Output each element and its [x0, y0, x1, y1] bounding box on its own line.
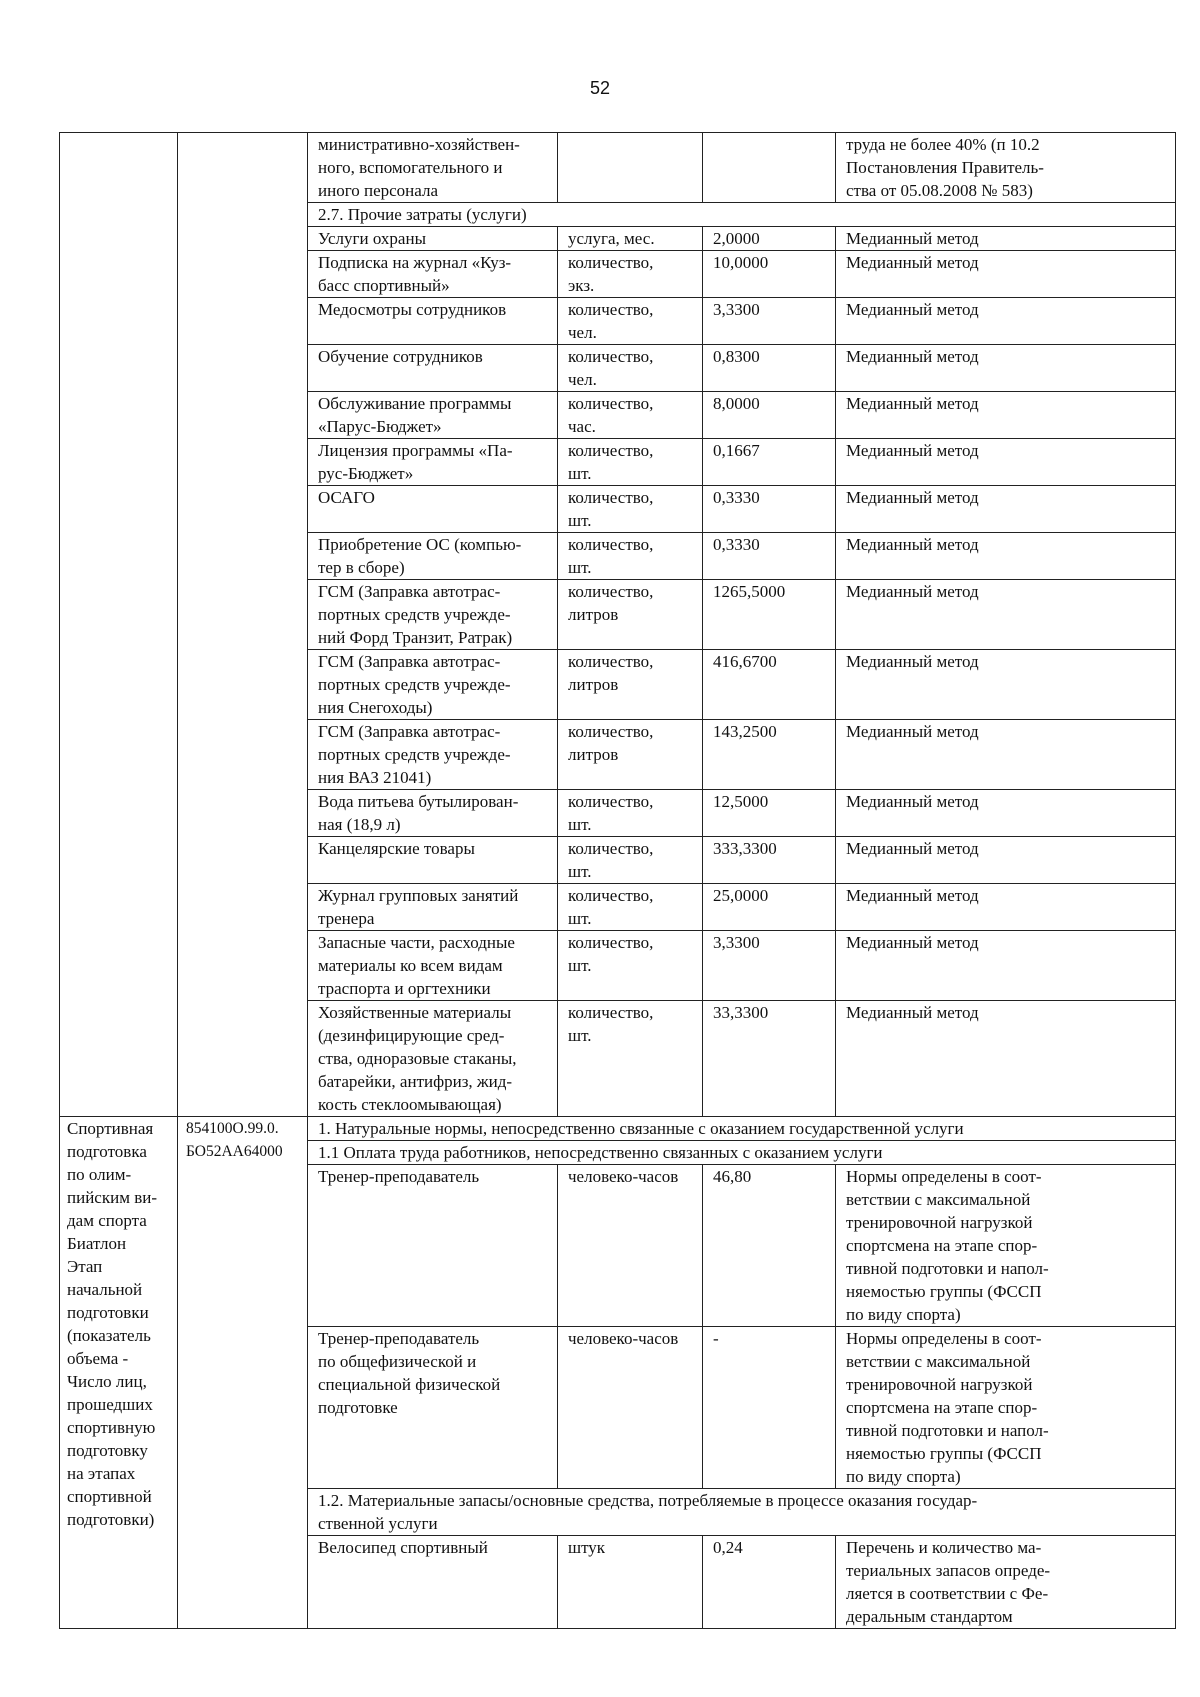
- row-unit: количество, шт.: [558, 1001, 703, 1117]
- row-method: Медианный метод: [836, 720, 1176, 790]
- empty-code-cell: [178, 133, 308, 1117]
- row-name: Услуги охраны: [308, 227, 558, 251]
- row-unit: количество, шт.: [558, 533, 703, 580]
- row-value: 0,8300: [703, 345, 836, 392]
- row-name: Вода питьева бутылирован- ная (18,9 л): [308, 790, 558, 837]
- row-unit: количество, литров: [558, 720, 703, 790]
- row-value: [703, 133, 836, 203]
- row-value: 10,0000: [703, 251, 836, 298]
- row-name: Приобретение ОС (компью- тер в сборе): [308, 533, 558, 580]
- row-unit: человеко-часов: [558, 1165, 703, 1327]
- row-name: Медосмотры сотрудников: [308, 298, 558, 345]
- row-unit: человеко-часов: [558, 1327, 703, 1489]
- section-header: 1. Натуральные нормы, непосредственно связанные с оказанием государственной услуги: [308, 1117, 1176, 1141]
- row-method: Медианный метод: [836, 931, 1176, 1001]
- row-value: 25,0000: [703, 884, 836, 931]
- row-value: 143,2500: [703, 720, 836, 790]
- page-number: 52: [589, 78, 611, 98]
- row-method: Перечень и количество ма- териальных запасов опреде- ляется в соответствии с Фе- деральным стандартом: [836, 1536, 1176, 1629]
- service-name: Спортивная подготовка по олим- пийским ви- дам спорта Биатлон Этап начальной подготовки (показатель объема - Число лиц, прошедших спортивную подготовку на этапах спортивной подготовки): [60, 1117, 178, 1629]
- row-method: Медианный метод: [836, 580, 1176, 650]
- row-name: министративно-хозяйствен- ного, вспомогательного и иного персонала: [308, 133, 558, 203]
- row-unit: количество, литров: [558, 580, 703, 650]
- row-unit: количество, шт.: [558, 931, 703, 1001]
- norms-table: [59, 132, 1176, 1629]
- row-name: ОСАГО: [308, 486, 558, 533]
- row-method: Медианный метод: [836, 1001, 1176, 1117]
- empty-service-cell: [60, 133, 178, 1117]
- row-value: 2,0000: [703, 227, 836, 251]
- row-unit: количество, шт.: [558, 837, 703, 884]
- row-unit: количество, шт.: [558, 486, 703, 533]
- row-method: труда не более 40% (п 10.2 Постановления Правитель- ства от 05.08.2008 № 583): [836, 133, 1176, 203]
- row-value: 0,1667: [703, 439, 836, 486]
- section-header-row: [60, 1117, 1176, 1141]
- section-header: 1.2. Материальные запасы/основные средства, потребляемые в процессе оказания государ- ственной услуги: [308, 1489, 1176, 1536]
- row-unit: количество, шт.: [558, 439, 703, 486]
- row-unit: количество, чел.: [558, 298, 703, 345]
- row-method: Медианный метод: [836, 439, 1176, 486]
- row-unit: количество, шт.: [558, 790, 703, 837]
- row-method: Медианный метод: [836, 790, 1176, 837]
- row-value: 0,24: [703, 1536, 836, 1629]
- row-value: 3,3300: [703, 298, 836, 345]
- row-method: Медианный метод: [836, 486, 1176, 533]
- row-name: Журнал групповых занятий тренера: [308, 884, 558, 931]
- row-method: Медианный метод: [836, 227, 1176, 251]
- row-unit: штук: [558, 1536, 703, 1629]
- row-unit: количество, литров: [558, 650, 703, 720]
- row-unit: количество, шт.: [558, 884, 703, 931]
- row-value: -: [703, 1327, 836, 1489]
- row-method: Медианный метод: [836, 533, 1176, 580]
- row-name: Подписка на журнал «Куз- басс спортивный»: [308, 251, 558, 298]
- row-unit: количество, экз.: [558, 251, 703, 298]
- row-name: ГСМ (Заправка автотрас- портных средств учрежде- ний Форд Транзит, Ратрак): [308, 580, 558, 650]
- section-header: 1.1 Оплата труда работников, непосредственно связанных с оказанием услуги: [308, 1141, 1176, 1165]
- row-name: Обслуживание программы «Парус-Бюджет»: [308, 392, 558, 439]
- row-value: 333,3300: [703, 837, 836, 884]
- row-unit: услуга, мес.: [558, 227, 703, 251]
- row-value: 12,5000: [703, 790, 836, 837]
- row-method: Медианный метод: [836, 650, 1176, 720]
- row-value: 46,80: [703, 1165, 836, 1327]
- row-name: Канцелярские товары: [308, 837, 558, 884]
- row-value: 3,3300: [703, 931, 836, 1001]
- row-name: Хозяйственные материалы (дезинфицирующие сред- ства, одноразовые стаканы, батарейки, антифриз, жид- кость стеклоомывающая): [308, 1001, 558, 1117]
- row-method: Медианный метод: [836, 884, 1176, 931]
- row-name: Запасные части, расходные материалы ко всем видам траспорта и оргтехники: [308, 931, 558, 1001]
- row-name: Тренер-преподаватель: [308, 1165, 558, 1327]
- row-value: 0,3330: [703, 486, 836, 533]
- row-method: Нормы определены в соот- ветствии с максимальной тренировочной нагрузкой спортсмена на этапе спор- тивной подготовки и напол- няемостью группы (ФССП по виду спорта): [836, 1327, 1176, 1489]
- row-value: 0,3330: [703, 533, 836, 580]
- table-row: [60, 133, 1176, 203]
- row-name: Обучение сотрудников: [308, 345, 558, 392]
- service-code: 854100О.99.0. БО52АА64000: [178, 1117, 308, 1629]
- row-unit: количество, час.: [558, 392, 703, 439]
- row-unit: количество, чел.: [558, 345, 703, 392]
- row-method: Медианный метод: [836, 345, 1176, 392]
- row-method: Медианный метод: [836, 392, 1176, 439]
- row-method: Медианный метод: [836, 251, 1176, 298]
- row-name: Велосипед спортивный: [308, 1536, 558, 1629]
- row-unit: [558, 133, 703, 203]
- section-header: 2.7. Прочие затраты (услуги): [308, 203, 1176, 227]
- row-value: 1265,5000: [703, 580, 836, 650]
- row-value: 8,0000: [703, 392, 836, 439]
- row-method: Нормы определены в соот- ветствии с максимальной тренировочной нагрузкой спортсмена на этапе спор- тивной подготовки и напол- няемостью группы (ФССП по виду спорта): [836, 1165, 1176, 1327]
- row-name: ГСМ (Заправка автотрас- портных средств учрежде- ния Снегоходы): [308, 650, 558, 720]
- row-value: 33,3300: [703, 1001, 836, 1117]
- row-method: Медианный метод: [836, 837, 1176, 884]
- row-method: Медианный метод: [836, 298, 1176, 345]
- row-name: ГСМ (Заправка автотрас- портных средств учрежде- ния ВАЗ 21041): [308, 720, 558, 790]
- row-value: 416,6700: [703, 650, 836, 720]
- row-name: Тренер-преподаватель по общефизической и специальной физической подготовке: [308, 1327, 558, 1489]
- row-name: Лицензия программы «Па- рус-Бюджет»: [308, 439, 558, 486]
